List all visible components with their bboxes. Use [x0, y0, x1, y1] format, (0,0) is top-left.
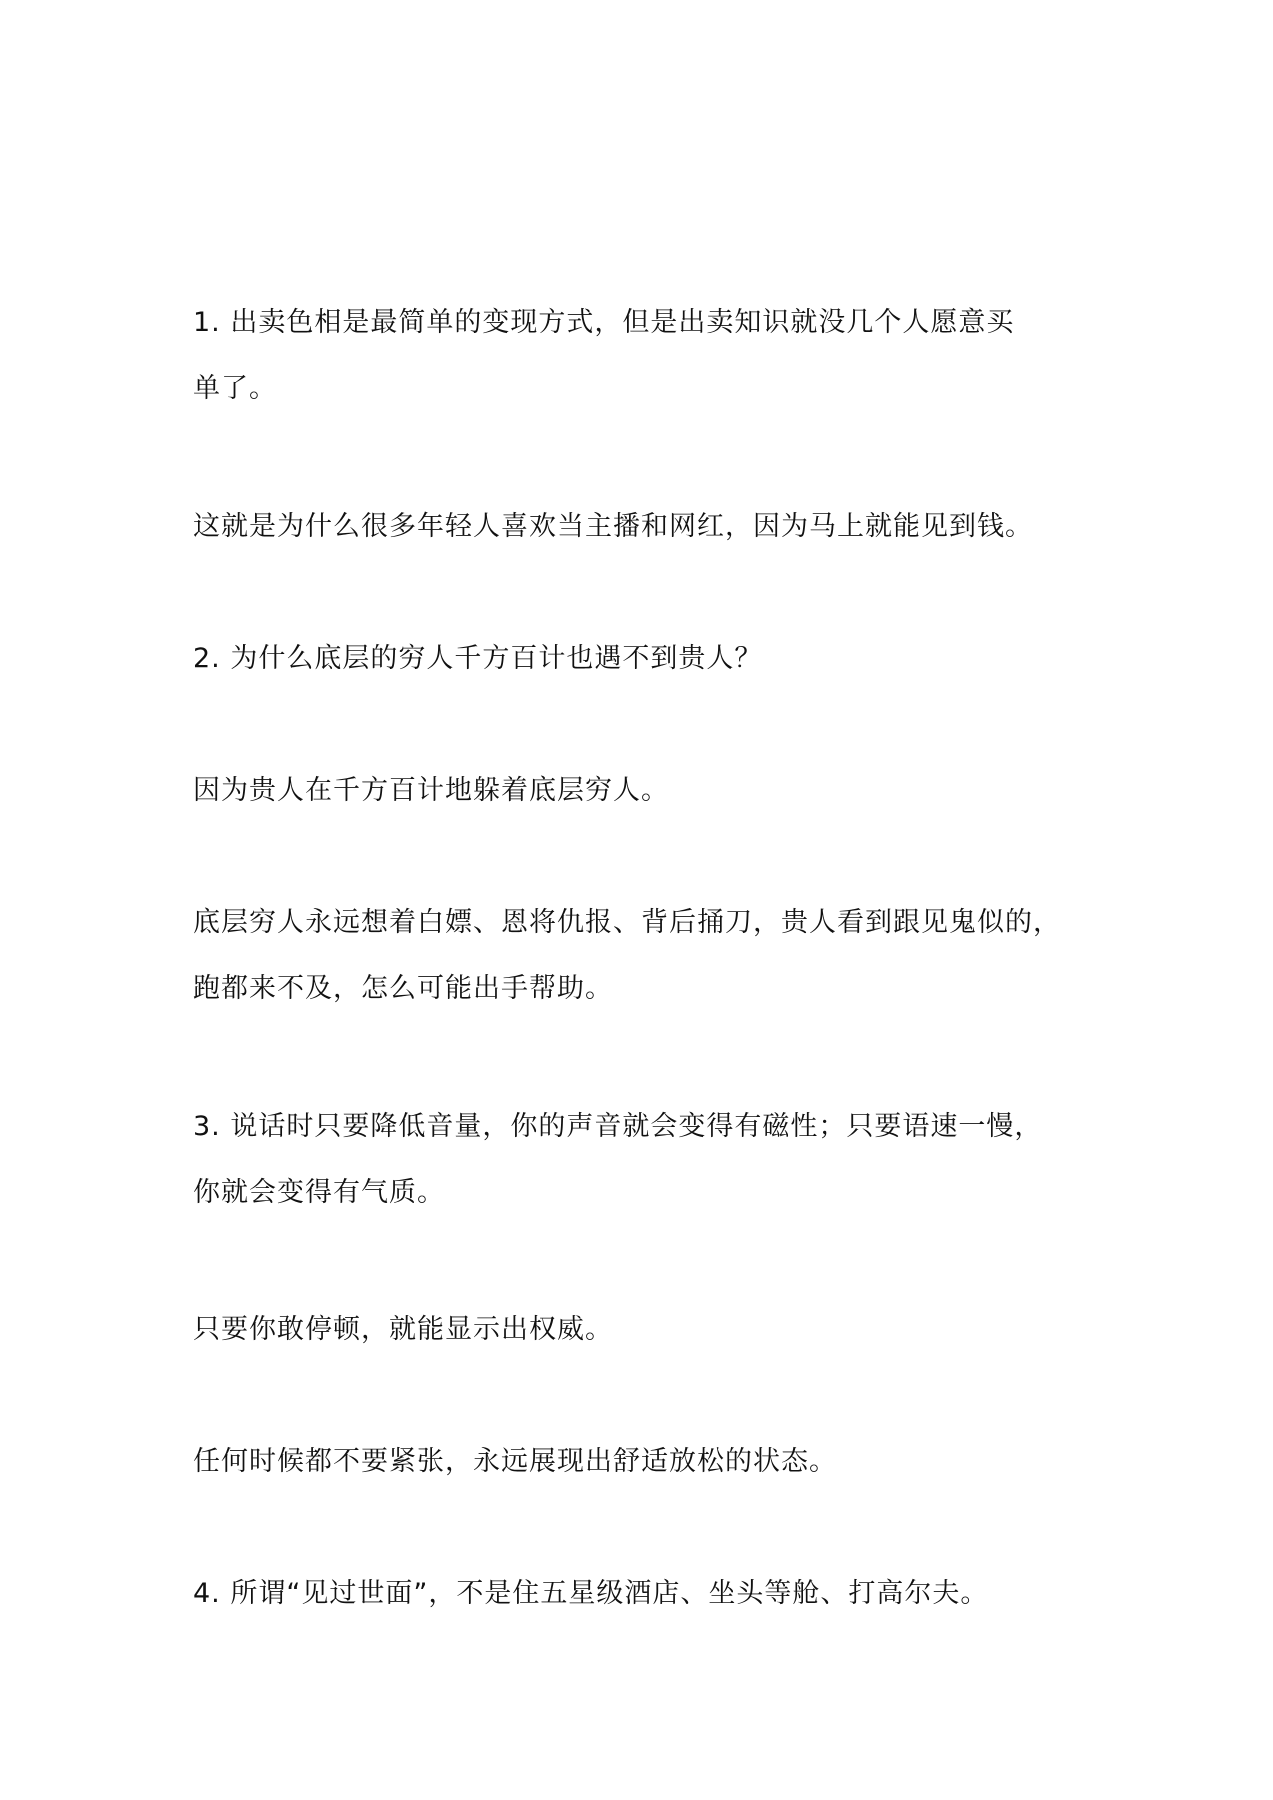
text-line: 底层穷人永远想着白嫖、恩将仇报、背后捅刀，贵人看到跟见鬼似的， [193, 907, 1061, 938]
text-line: 跑都来不及，怎么可能出手帮助。 [193, 973, 613, 1004]
text-line: 这就是为什么很多年轻人喜欢当主播和网红，因为马上就能见到钱。 [193, 511, 1033, 542]
text-line: 1. 出卖色相是最简单的变现方式，但是出卖知识就没几个人愿意买 [193, 307, 1015, 338]
text-line: 3. 说话时只要降低音量，你的声音就会变得有磁性；只要语速一慢， [193, 1111, 1043, 1142]
text-line: 只要你敢停顿，就能显示出权威。 [193, 1314, 613, 1345]
paragraph-8 [193, 1429, 1093, 1495]
paragraph-6 [193, 1094, 1093, 1226]
paragraph-3 [193, 626, 1093, 692]
paragraph-1 [193, 290, 1093, 422]
paragraph-2 [193, 494, 1093, 560]
text-line: 你就会变得有气质。 [193, 1177, 445, 1208]
paragraph-9 [193, 1561, 1093, 1627]
text-line: 任何时候都不要紧张，永远展现出舒适放松的状态。 [193, 1446, 837, 1477]
text-line: 因为贵人在千方百计地躲着底层穷人。 [193, 775, 669, 806]
text-line: 2. 为什么底层的穷人千方百计也遇不到贵人？ [193, 643, 763, 674]
paragraph-7 [193, 1297, 1093, 1363]
paragraph-5 [193, 890, 1093, 1022]
text-line: 4. 所谓“见过世面”，不是住五星级酒店、坐头等舱、打高尔夫。 [193, 1578, 989, 1609]
text-line: 单了。 [193, 373, 277, 404]
paragraph-4 [193, 758, 1093, 824]
